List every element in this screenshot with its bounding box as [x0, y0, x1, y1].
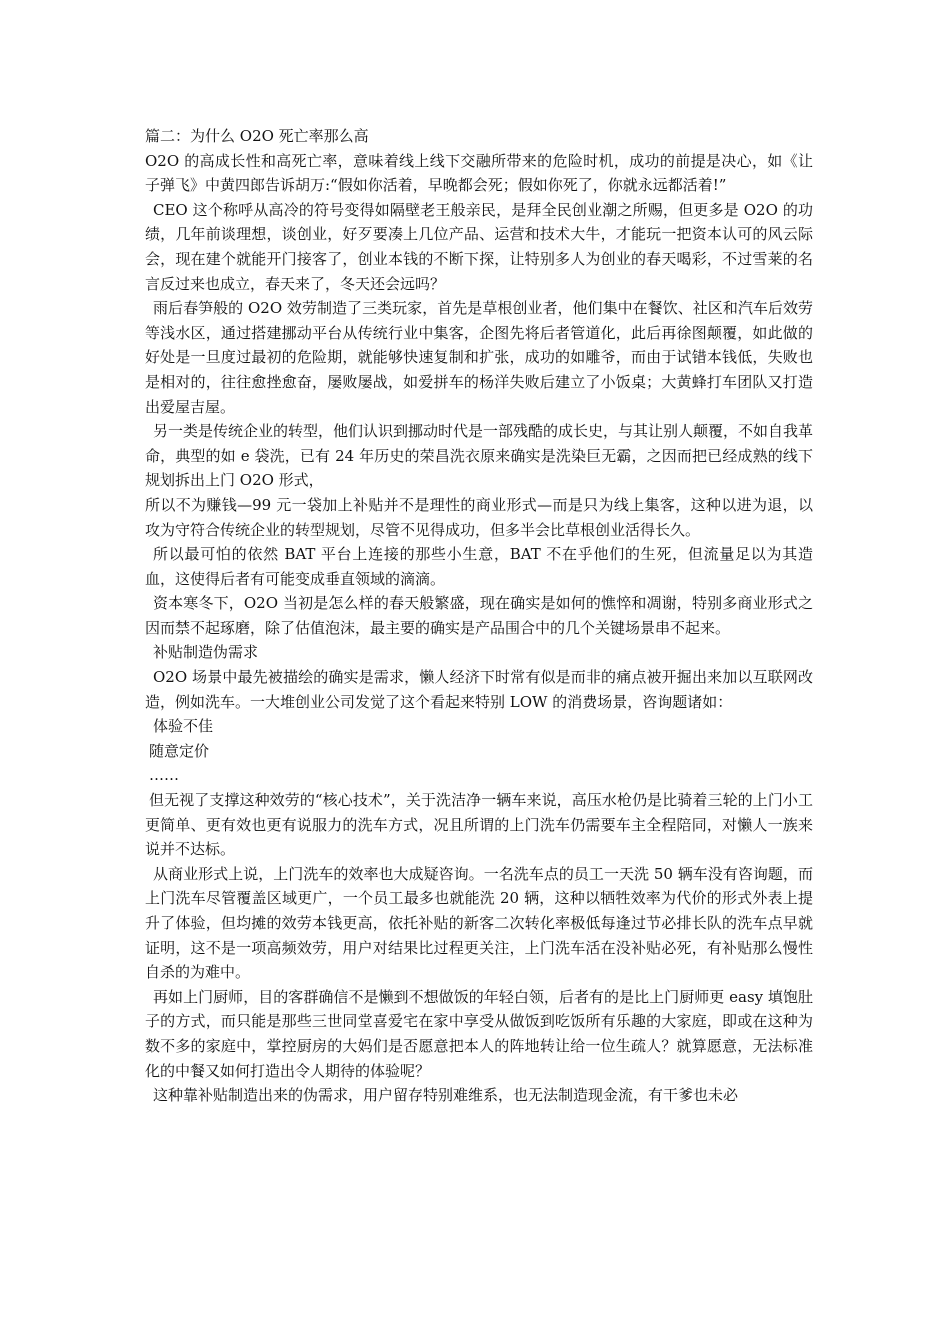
paragraph: 但无视了支撑这种效劳的“核心技术”，关于洗洁净一辆车来说，高压水枪仍是比骑着三轮的上门小工更简单、更有效也更有说服力的洗车方式，况且所谓的上门洗车仍需要车主全程陪同，对懒人一族来说并不达标。	[145, 791, 813, 859]
paragraph: O2O 的高成长性和高死亡率，意味着线上线下交融所带来的危险时机，成功的前提是决心，如《让子弹飞》中黄四郎告诉胡万:“假如你活着，早晚都会死；假如你死了，你就永远都活着!”	[145, 151, 813, 195]
paragraph: CEO 这个称呼从高冷的符号变得如隔壁老王般亲民，是拜全民创业潮之所赐，但更多是 O2O 的功绩，几年前谈理想，谈创业，好歹要凑上几位产品、运营和技术大牛，才能玩一把资本认可的风云际会，现在建个就能开门接客了，创业本钱的不断下探，让特别多人为创业的春天喝彩，不过雪莱的名言反过来也成立，春天来了，冬天还会远吗？	[145, 200, 813, 293]
paragraph: O2O 场景中最先被描绘的确实是需求，懒人经济下时常有似是而非的痛点被开掘出来加以互联网改造，例如洗车。一大堆创业公司发觉了这个看起来特别 LOW 的消费场景，咨询题诸如：	[145, 668, 813, 711]
paragraph: 资本寒冬下，O2O 当初是怎么样的春天般繁盛，现在确实是如何的憔悴和凋谢，特别多商业形式之因而禁不起琢磨，除了估值泡沫，最主要的确实是产品围合中的几个关键场景串不起来。	[145, 594, 813, 637]
list-item: 随意定价	[149, 741, 210, 760]
list-item: 体验不佳	[153, 717, 214, 736]
section-heading: 补贴制造伪需求	[153, 643, 259, 662]
paragraph: 再如上门厨师，目的客群确信不是懒到不想做饭的年轻白领，后者有的是比上门厨师更 easy 填饱肚子的方式，而只能是那些三世同堂喜爱宅在家中享受从做饭到吃饭所有乐趣的大家庭，即或在这种为数不多的家庭中，掌控厨房的大妈们是否愿意把本人的阵地转让给一位生疏人？就算愿意，无法标准化的中餐又如何打造出令人期待的体验呢？	[145, 987, 813, 1080]
list-item: ……	[149, 766, 179, 785]
paragraph: 所以最可怕的依然 BAT 平台上连接的那些小生意，BAT 不在乎他们的生死，但流量足以为其造血，这使得后者有可能变成垂直领域的滴滴。	[145, 545, 813, 588]
paragraph: 这种靠补贴制造出来的伪需求，用户留存特别难维系，也无法制造现金流，有干爹也未必	[153, 1086, 739, 1105]
paragraph: 所以不为赚钱—99 元一袋加上补贴并不是理性的商业形式—而是只为线上集客，这种以进为退，以攻为守符合传统企业的转型规划，尽管不见得成功，但多半会比草根创业活得长久。	[145, 495, 813, 539]
document-title: 篇二：为什么 O2O 死亡率那么高	[145, 127, 369, 145]
paragraph: 另一类是传统企业的转型，他们认识到挪动时代是一部残酷的成长史，与其让别人颠覆，不如自我革命，典型的如 e 袋洗，已有 24 年历史的荣昌洗衣原来确实是洗染巨无霸，之因而把已经成熟的线下规划拆出上门 O2O 形式，	[145, 422, 814, 490]
document-page	[145, 124, 813, 1108]
paragraph: 雨后春笋般的 O2O 效劳制造了三类玩家，首先是草根创业者，他们集中在餐饮、社区和汽车后效劳等浅水区，通过搭建挪动平台从传统行业中集客，企图先将后者管道化，此后再徐图颠覆，如此做的好处是一旦度过最初的危险期，就能够快速复制和扩张，成功的如雕爷，而由于试错本钱低，失败也是相对的，往往愈挫愈奋，屡败屡战，如爱拼车的杨洋失败后建立了小饭桌；大黄蜂打车团队又打造出爱屋吉屋。	[145, 299, 813, 416]
paragraph: 从商业形式上说，上门洗车的效率也大成疑咨询。一名洗车点的员工一天洗 50 辆车没有咨询题，而上门洗车尽管覆盖区域更广，一个员工最多也就能洗 20 辆，这种以牺牲效率为代价的形式外表上提升了体验，但均摊的效劳本钱更高，依托补贴的新客二次转化率极低每逢过节必排长队的洗车点早就证明，这不是一项高频效劳，用户对结果比过程更关注，上门洗车活在没补贴必死，有补贴那么慢性自杀的为难中。	[145, 864, 813, 982]
